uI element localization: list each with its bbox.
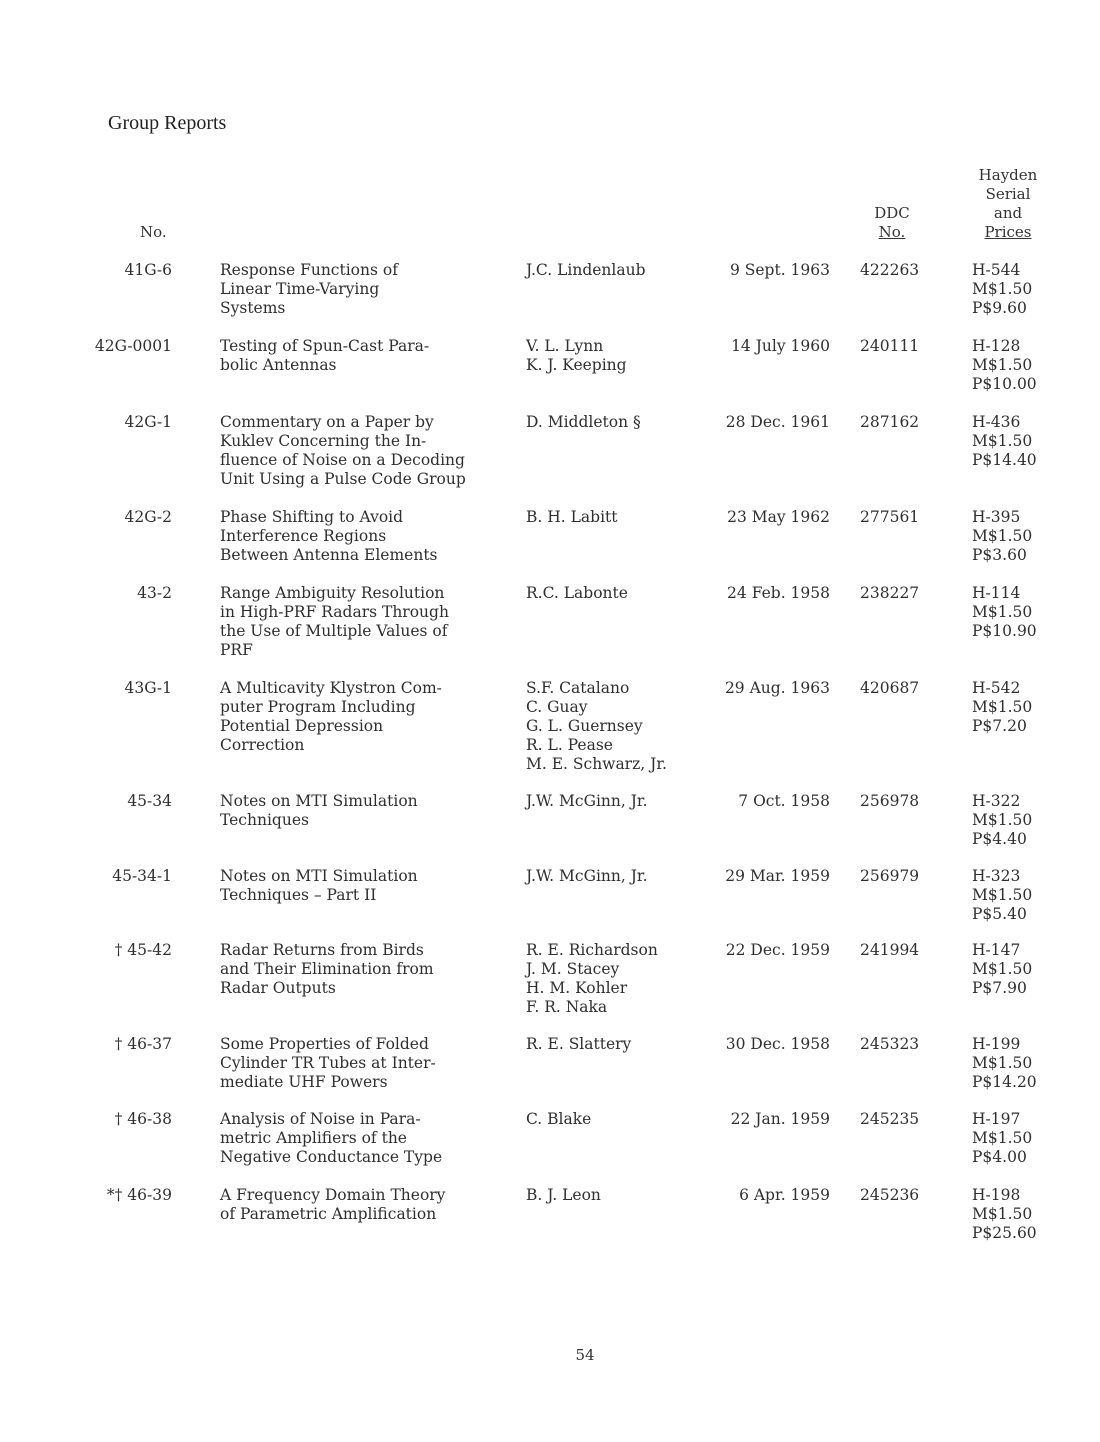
report-date: 29 Mar. 1959 — [725, 867, 830, 885]
report-date: 7 Oct. 1958 — [738, 792, 830, 810]
report-authors: B. H. Labitt — [526, 508, 618, 526]
report-date: 9 Sept. 1963 — [729, 261, 830, 279]
ddc-number: 245235 — [860, 1110, 920, 1128]
report-number: 41G-6 — [124, 261, 172, 279]
report-authors: J.C. Lindenlaub — [526, 261, 646, 279]
report-title: Testing of Spun-Cast Para- bolic Antennas — [220, 337, 430, 374]
hayden-serial-prices: H-436 M$1.50 P$14.40 — [972, 413, 1037, 469]
report-title: A Multicavity Klystron Com- puter Program Including Potential Depression Correction — [220, 679, 442, 754]
report-number: † 45-42 — [114, 941, 172, 959]
report-title: Commentary on a Paper by Kuklev Concerning the In- fluence of Noise on a Decoding Unit Using a Pulse Code Group — [220, 413, 466, 488]
report-number: 45-34 — [127, 792, 172, 810]
report-authors: J.W. McGinn, Jr. — [526, 792, 648, 810]
report-authors: R. E. Richardson J. M. Stacey H. M. Kohler F. R. Naka — [526, 941, 658, 1016]
ddc-number: 420687 — [860, 679, 920, 697]
page-title: Group Reports — [108, 112, 227, 134]
report-date: 29 Aug. 1963 — [724, 679, 830, 697]
ddc-number: 245323 — [860, 1035, 920, 1053]
ddc-number: 245236 — [860, 1186, 920, 1204]
report-date: 6 Apr. 1959 — [739, 1186, 830, 1204]
ddc-number: 277561 — [860, 508, 920, 526]
ddc-header-line2: No. — [878, 223, 906, 241]
report-number: 42G-2 — [124, 508, 172, 526]
report-date: 28 Dec. 1961 — [725, 413, 830, 431]
ddc-number: 241994 — [860, 941, 920, 959]
ddc-number: 422263 — [860, 261, 920, 279]
report-title: Analysis of Noise in Para- metric Amplifiers of the Negative Conductance Type — [220, 1110, 443, 1166]
report-authors: S.F. Catalano C. Guay G. L. Guernsey R. L. Pease M. E. Schwarz, Jr. — [526, 679, 667, 773]
report-number: 42G-0001 — [94, 337, 172, 355]
report-date: 23 May 1962 — [727, 508, 830, 526]
hayden-header-line3: and — [993, 204, 1023, 222]
report-title: Notes on MTI Simulation Techniques – Part II — [220, 867, 418, 904]
report-number: † 46-38 — [114, 1110, 172, 1128]
report-title: Notes on MTI Simulation Techniques — [220, 792, 418, 829]
page-number: 54 — [575, 1346, 595, 1364]
hayden-header-line2: Serial — [985, 185, 1031, 203]
hayden-serial-prices: H-322 M$1.50 P$4.40 — [972, 792, 1033, 848]
report-authors: D. Middleton § — [526, 413, 641, 431]
ddc-number: 238227 — [860, 584, 920, 602]
ddc-number: 256978 — [860, 792, 920, 810]
hayden-header-line1: Hayden — [978, 166, 1038, 184]
report-authors: R. E. Slattery — [526, 1035, 632, 1053]
report-title: Some Properties of Folded Cylinder TR Tubes at Inter- mediate UHF Powers — [220, 1035, 436, 1091]
report-authors: V. L. Lynn K. J. Keeping — [526, 337, 627, 374]
report-authors: C. Blake — [526, 1110, 592, 1128]
report-date: 14 July 1960 — [731, 337, 830, 355]
hayden-serial-prices: H-197 M$1.50 P$4.00 — [972, 1110, 1033, 1166]
hayden-serial-prices: H-114 M$1.50 P$10.90 — [972, 584, 1037, 640]
hayden-serial-prices: H-128 M$1.50 P$10.00 — [972, 337, 1037, 393]
report-date: 22 Jan. 1959 — [730, 1110, 830, 1128]
hayden-serial-prices: H-198 M$1.50 P$25.60 — [972, 1186, 1037, 1242]
hayden-serial-prices: H-147 M$1.50 P$7.90 — [972, 941, 1033, 997]
ddc-number: 287162 — [860, 413, 920, 431]
report-date: 22 Dec. 1959 — [725, 941, 830, 959]
report-number: *† 46-39 — [106, 1186, 172, 1204]
report-date: 30 Dec. 1958 — [725, 1035, 830, 1053]
hayden-serial-prices: H-199 M$1.50 P$14.20 — [972, 1035, 1037, 1091]
ddc-header-line1: DDC — [874, 204, 910, 222]
report-number: 45-34-1 — [112, 867, 172, 885]
report-title: Response Functions of Linear Time-Varying Systems — [220, 261, 398, 317]
report-number: 43-2 — [137, 584, 172, 602]
ddc-number: 240111 — [860, 337, 920, 355]
hayden-serial-prices: H-542 M$1.50 P$7.20 — [972, 679, 1033, 735]
report-authors: B. J. Leon — [526, 1186, 601, 1204]
report-title: Range Ambiguity Resolution in High-PRF Radars Through the Use of Multiple Values of PRF — [220, 584, 449, 659]
report-title: Radar Returns from Birds and Their Elimination from Radar Outputs — [220, 941, 434, 997]
report-title: A Frequency Domain Theory of Parametric Amplification — [220, 1186, 446, 1223]
report-number: 42G-1 — [124, 413, 172, 431]
hayden-serial-prices: H-323 M$1.50 P$5.40 — [972, 867, 1033, 923]
column-header-no: No. — [140, 223, 167, 241]
hayden-serial-prices: H-544 M$1.50 P$9.60 — [972, 261, 1033, 317]
report-number: † 46-37 — [114, 1035, 172, 1053]
report-date: 24 Feb. 1958 — [727, 584, 830, 602]
report-authors: R.C. Labonte — [526, 584, 628, 602]
hayden-serial-prices: H-395 M$1.50 P$3.60 — [972, 508, 1033, 564]
report-title: Phase Shifting to Avoid Interference Regions Between Antenna Elements — [220, 508, 438, 564]
report-number: 43G-1 — [124, 679, 172, 697]
ddc-number: 256979 — [860, 867, 920, 885]
hayden-header-line4: Prices — [984, 223, 1032, 241]
report-authors: J.W. McGinn, Jr. — [526, 867, 648, 885]
